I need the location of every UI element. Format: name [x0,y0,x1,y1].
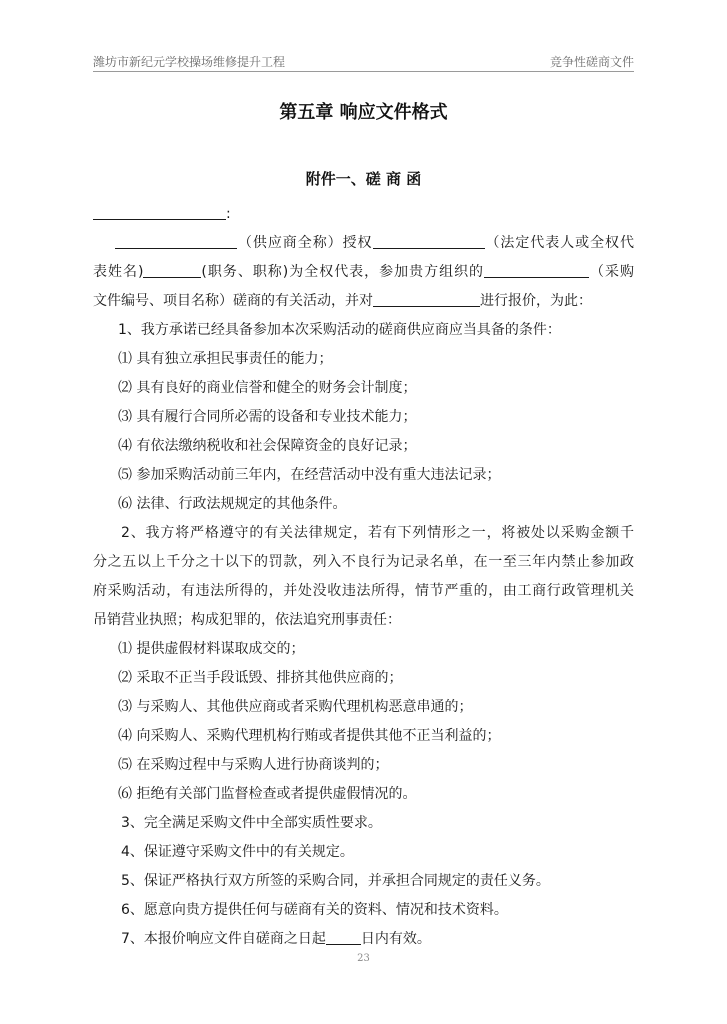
position-blank [143,261,201,278]
validity-days-blank [326,928,361,945]
representative-blank [373,232,485,249]
item1-sub: ⑶ 具有履行合同所必需的设备和专业技术能力； [118,409,417,425]
quote-item-blank [373,290,480,307]
item1-sub: ⑵ 具有良好的商业信誉和健全的财务会计制度； [118,380,417,396]
item2-line: 吊销营业执照；构成犯罪的，依法追究刑事责任： [93,612,401,628]
item2-line: 分之五以上千分之十以下的罚款，列入不良行为记录名单，在一至三年内禁止参加政 [93,554,634,570]
addressee-line [93,200,634,229]
item3: 3、完全满足采购文件中全部实质性要求。 [121,815,382,831]
item7: 7、本报价响应文件自磋商之日起 日内有效。 [93,925,634,954]
item2-sub: ⑸ 在采购过程中与采购人进行协商谈判的； [118,757,389,773]
annex-title: 附件一、磋 商 函 [305,170,422,188]
supplier-name-blank [115,232,237,249]
item2-sub: ⑵ 采取不正当手段诋毁、排挤其他供应商的； [118,670,403,686]
addressee-blank [93,203,226,220]
item2-sub: ⑴ 提供虚假材料谋取成交的； [118,641,305,657]
item2-sub: ⑹ 拒绝有关部门监督检查或者提供虚假情况的。 [118,786,417,802]
item1-sub: ⑴ 具有独立承担民事责任的能力； [118,351,333,367]
item4: 4、保证遵守采购文件中的有关规定。 [121,844,354,860]
para1-line3: 文件编号、项目名称）磋商的有关活动，并对 进行报价，为此： [93,287,634,316]
page-number: 23 [357,953,370,964]
item1-sub: ⑹ 法律、行政法规规定的其他条件。 [118,496,347,512]
para1-line1: （供应商全称）授权 （法定代表人或全权代 [93,229,634,258]
item1-sub: ⑸ 参加采购活动前三年内，在经营活动中没有重大违法记录； [118,467,501,483]
item1-intro: 1、我方承诺已经具备参加本次采购活动的磋商供应商应当具备的条件： [118,322,561,338]
item6: 6、愿意向贵方提供任何与磋商有关的资料、情况和技术资料。 [121,902,508,918]
item2-line: 2、我方将严格遵守的有关法律规定，若有下列情形之一，将被处以采购金额千 [121,525,634,541]
page-header [93,53,634,72]
header-project-name: 潍坊市新纪元学校操场维修提升工程 [93,55,286,69]
item5: 5、保证严格执行双方所签的采购合同，并承担合同规定的责任义务。 [121,873,550,889]
chapter-title: 第五章 响应文件格式 [279,102,448,123]
procurement-no-blank [484,261,589,278]
letter-body [93,200,634,954]
para1-line2: 表姓名) (职务、职称)为全权代表，参加贵方组织的 （采购 [93,258,634,287]
item1-sub: ⑷ 有依法缴纳税收和社会保障资金的良好记录； [118,438,417,454]
header-doc-type: 竞争性磋商文件 [549,55,634,69]
item2-sub: ⑶ 与采购人、其他供应商或者采购代理机构恶意串通的； [118,699,473,715]
item2-sub: ⑷ 向采购人、采购代理机构行贿或者提供其他不正当利益的； [118,728,501,744]
item2-line: 府采购活动，有违法所得的，并处没收违法所得，情节严重的，由工商行政管理机关 [93,583,634,599]
addressee-colon: : [226,206,231,222]
